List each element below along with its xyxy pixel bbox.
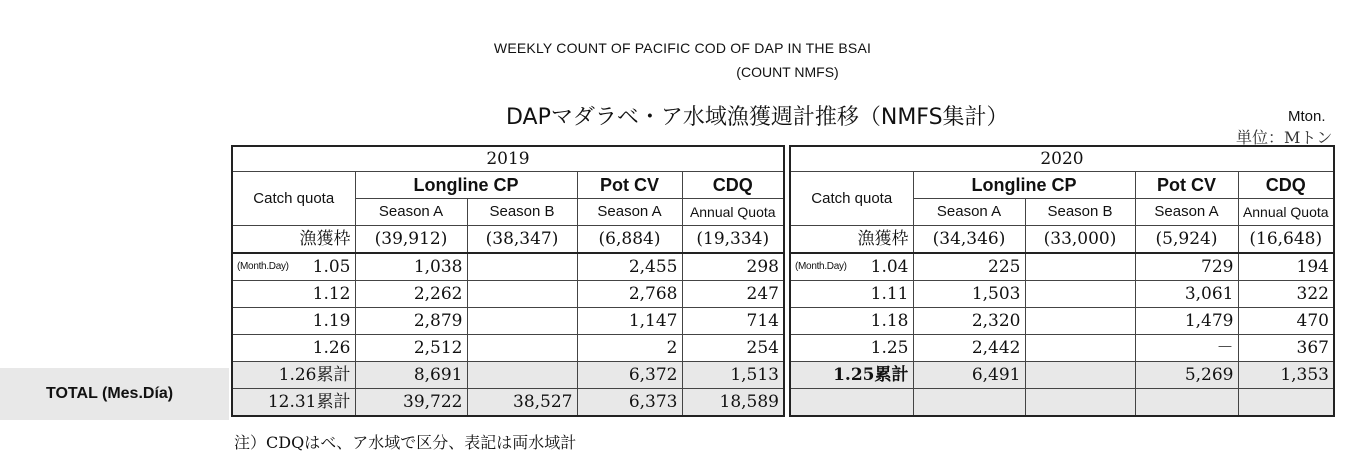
table-cell: 1,479 xyxy=(1135,308,1238,335)
table-cell: 225 xyxy=(913,253,1025,281)
title-english: WEEKLY COUNT OF PACIFIC COD OF DAP IN THE BSAI xyxy=(493,40,872,56)
quota-cell: (38,347) xyxy=(467,226,577,254)
table-cell: 2,879 xyxy=(355,308,467,335)
total-row xyxy=(232,362,784,389)
table-cell: 2,262 xyxy=(355,281,467,308)
table-cell: 39,722 xyxy=(355,389,467,417)
quota-cell: (5,924) xyxy=(1135,226,1238,254)
row-label: (Month.Day) 1.04 xyxy=(790,253,913,281)
total-row xyxy=(790,362,1334,389)
quota-cell: (39,912) xyxy=(355,226,467,254)
longline-cp-header: Longline CP xyxy=(355,172,577,199)
table-cell xyxy=(467,308,577,335)
table-row xyxy=(790,253,1334,281)
table-cell: 2,512 xyxy=(355,335,467,362)
table-cell xyxy=(467,335,577,362)
table-row xyxy=(790,335,1334,362)
table-cell: 2 xyxy=(577,335,682,362)
row-label: 1.26 xyxy=(232,335,355,362)
table-2020 xyxy=(789,145,1335,417)
table-cell: 1,503 xyxy=(913,281,1025,308)
table-cell xyxy=(467,281,577,308)
table-cell: 5,269 xyxy=(1135,362,1238,389)
table-cell xyxy=(467,362,577,389)
table-cell xyxy=(913,389,1025,417)
table-cell: 1,038 xyxy=(355,253,467,281)
subtitle-english: (COUNT NMFS) xyxy=(736,64,839,80)
table-cell xyxy=(1025,389,1135,417)
table-cell: 194 xyxy=(1238,253,1334,281)
table-2019 xyxy=(231,145,785,417)
longline-cp-header: Longline CP xyxy=(913,172,1135,199)
table-row xyxy=(790,308,1334,335)
month-day-label: (Month.Day) xyxy=(795,261,847,272)
table-row xyxy=(232,335,784,362)
total-row xyxy=(790,389,1334,417)
table-cell: 367 xyxy=(1238,335,1334,362)
table-cell: 2,768 xyxy=(577,281,682,308)
cdq-header: CDQ xyxy=(682,172,784,199)
month-day-label: (Month.Day) xyxy=(237,261,289,272)
table-cell: 1,353 xyxy=(1238,362,1334,389)
table-cell xyxy=(1025,362,1135,389)
table-cell: 6,372 xyxy=(577,362,682,389)
table-cell: － xyxy=(1135,335,1238,362)
quota-label: 漁獲枠 xyxy=(790,226,913,254)
table-cell xyxy=(1025,281,1135,308)
table-cell xyxy=(1135,389,1238,417)
title-japanese: DAPマダラベ・ア水域漁獲週計推移（NMFS集計） xyxy=(506,105,1009,130)
table-cell: 2,442 xyxy=(913,335,1025,362)
table-cell xyxy=(467,253,577,281)
season-a-header: Season A xyxy=(913,199,1025,226)
table-cell: 2,320 xyxy=(913,308,1025,335)
table-cell: 254 xyxy=(682,335,784,362)
table-cell xyxy=(1238,389,1334,417)
total-row xyxy=(232,389,784,417)
row-label: 1.25 xyxy=(790,335,913,362)
catch-quota-header: Catch quota xyxy=(790,172,913,226)
pot-cv-header: Pot CV xyxy=(577,172,682,199)
row-label: 1.12 xyxy=(232,281,355,308)
table-cell: 714 xyxy=(682,308,784,335)
table-row xyxy=(232,281,784,308)
season-b-header: Season B xyxy=(1025,199,1135,226)
table-cell: 8,691 xyxy=(355,362,467,389)
table-cell: 470 xyxy=(1238,308,1334,335)
table-cell xyxy=(1025,308,1135,335)
table-cell: 322 xyxy=(1238,281,1334,308)
total-row-label: 12.31累計 xyxy=(232,389,355,417)
season-a-header: Season A xyxy=(355,199,467,226)
pot-season-a-header: Season A xyxy=(1135,199,1238,226)
unit-label-japanese: 単位：Mトン xyxy=(1236,128,1333,147)
year-header: 2020 xyxy=(790,146,1334,172)
table-cell: 729 xyxy=(1135,253,1238,281)
table-row xyxy=(232,308,784,335)
row-label: (Month.Day) 1.05 xyxy=(232,253,355,281)
table-cell: 18,589 xyxy=(682,389,784,417)
table-cell: 3,061 xyxy=(1135,281,1238,308)
table-cell: 6,373 xyxy=(577,389,682,417)
footnote: 注）CDQはベ、ア水域で区分、表記は両水域計 xyxy=(234,433,577,452)
table-cell: 6,491 xyxy=(913,362,1025,389)
table-cell: 1,513 xyxy=(682,362,784,389)
year-header: 2019 xyxy=(232,146,784,172)
table-cell xyxy=(1025,335,1135,362)
total-row-label: 1.26累計 xyxy=(232,362,355,389)
pot-cv-header: Pot CV xyxy=(1135,172,1238,199)
catch-quota-header: Catch quota xyxy=(232,172,355,226)
pot-season-a-header: Season A xyxy=(577,199,682,226)
quota-cell: (19,334) xyxy=(682,226,784,254)
unit-label-english: Mton. xyxy=(1288,108,1326,125)
total-row-label: 1.25累計 xyxy=(790,362,913,389)
table-row xyxy=(232,253,784,281)
table-cell: 298 xyxy=(682,253,784,281)
season-b-header: Season B xyxy=(467,199,577,226)
quota-label: 漁獲枠 xyxy=(232,226,355,254)
cdq-header: CDQ xyxy=(1238,172,1334,199)
table-row xyxy=(790,281,1334,308)
quota-cell: (34,346) xyxy=(913,226,1025,254)
table-cell: 247 xyxy=(682,281,784,308)
quota-cell: (6,884) xyxy=(577,226,682,254)
table-cell: 1,147 xyxy=(577,308,682,335)
row-label: 1.18 xyxy=(790,308,913,335)
quota-cell: (33,000) xyxy=(1025,226,1135,254)
table-cell: 2,455 xyxy=(577,253,682,281)
total-row-label xyxy=(790,389,913,417)
annual-quota-header: Annual Quota xyxy=(1238,199,1334,226)
row-label: 1.11 xyxy=(790,281,913,308)
annual-quota-header: Annual Quota xyxy=(682,199,784,226)
row-label: 1.19 xyxy=(232,308,355,335)
table-cell xyxy=(1025,253,1135,281)
quota-cell: (16,648) xyxy=(1238,226,1334,254)
table-cell: 38,527 xyxy=(467,389,577,417)
total-label: TOTAL (Mes.Día) xyxy=(46,385,174,402)
